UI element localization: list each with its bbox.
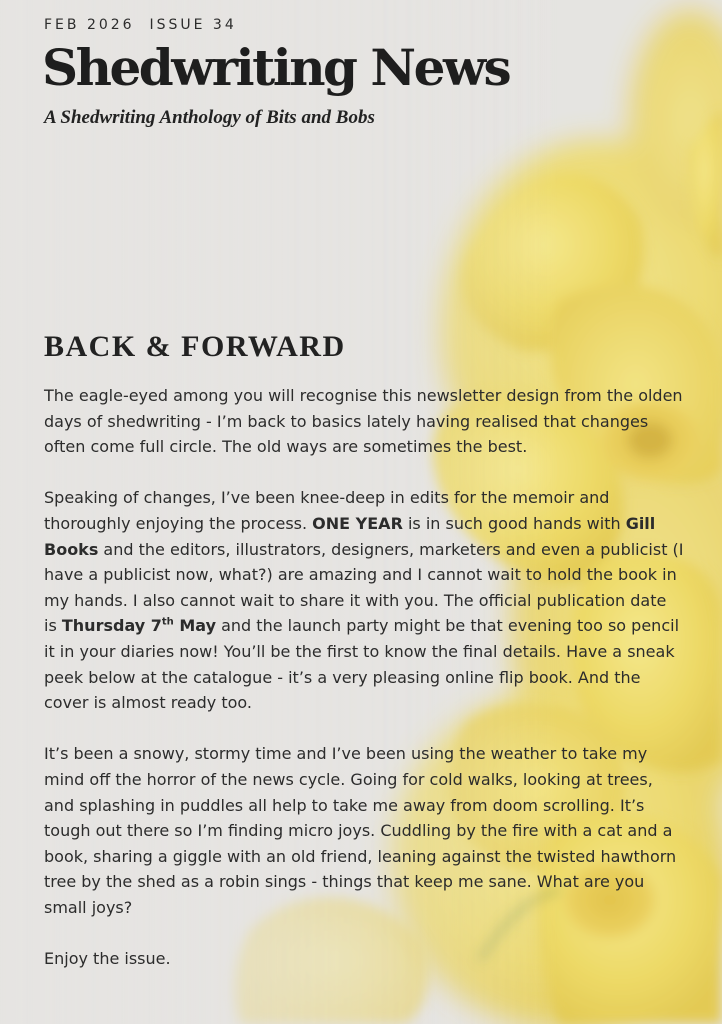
newsletter-subtitle: A Shedwriting Anthology of Bits and Bobs [44, 107, 375, 128]
paragraph-signoff: Enjoy the issue. [44, 949, 171, 969]
memoir-text-4: and the launch party might be that evening too so pencil it in your diaries now! You’ll be the first to know the final details. Have a sneak peek below at the catalogue - it’s a very pleasing online flip book. And the cover is almost ready too. [44, 616, 680, 713]
memoir-text-1: Speaking of changes, I’ve been knee-deep in edits for the memoir and thoroughly enjoying the process. [44, 488, 610, 533]
newsletter-title: Shedwriting News [42, 38, 510, 97]
issue-line: FEB 2026 ISSUE 34 [44, 17, 237, 33]
memoir-text-2: is in such good hands with [402, 513, 626, 533]
paragraph-memoir [44, 485, 684, 715]
book-title: ONE YEAR [312, 513, 403, 533]
article-body [44, 383, 684, 972]
paragraph-intro: The eagle-eyed among you will recognise this newsletter design from the olden days of shedwriting - I’m back to basics lately having realised that changes often come full circle. The old ways are sometimes the best. [44, 386, 683, 457]
memoir-text-3: and the editors, illustrators, designers, marketers and even a publicist (I have a publicist now, what?) are amazing and I cannot wait to hold the book in my hands. I also cannot wait to share it with you. The official publication date is [44, 539, 684, 636]
publisher-name: Gill Books [44, 513, 656, 559]
section-heading: BACK & FORWARD [44, 330, 346, 363]
publication-date: Thursday 7th May [61, 616, 217, 636]
paragraph-weather: It’s been a snowy, stormy time and I’ve been using the weather to take my mind off the horror of the news cycle. Going for cold walks, looking at trees, and splashing in puddles all help to take me away from doom scrolling. It’s tough out there so I’m finding micro joys. Cuddling by the fire with a cat and a book, sharing a giggle with an old friend, leaning against the twisted hawthorn tree by the shed as a robin sings - things that keep me sane. What are you small joys? [44, 744, 677, 917]
